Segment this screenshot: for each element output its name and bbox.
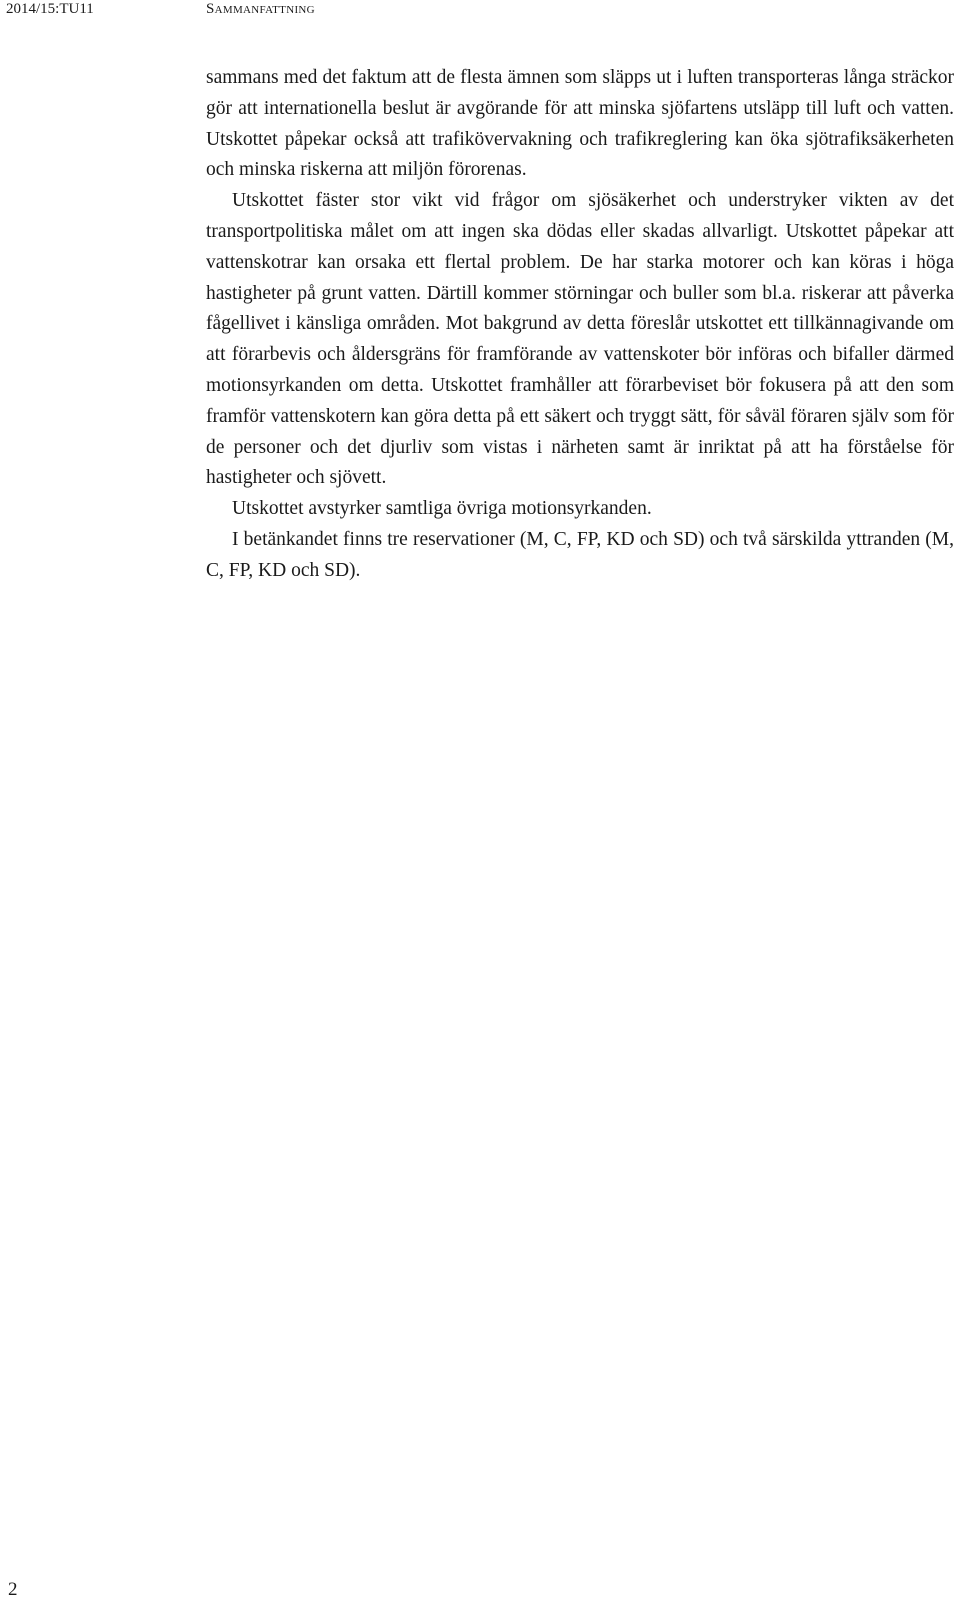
paragraph-continued: sammans med det faktum att de flesta ämnen som släpps ut i luften transporteras långa sträckor gör att internationella beslut är avgörande för att minska sjöfartens utsläpp till luft och vatten. Utskottet påpekar också att trafikövervakning och trafikreglering kan öka sjötrafiksäkerheten och minska riskerna att miljön förorenas. <box>206 67 954 181</box>
section-title: Sammanfattning <box>206 1 315 17</box>
paragraph-rejection: Utskottet avstyrker samtliga övriga motionsyrkanden. <box>232 498 652 520</box>
paragraph-safety: Utskottet fäster stor vikt vid frågor om sjösäkerhet och understryker vikten av det transportpolitiska målet om att ingen ska dödas eller skadas allvarligt. Utskottet påpekar att vattenskotrar kan orsaka ett flertal problem. De har starka motorer och kan köras i höga hastigheter på grunt vatten. Därtill kommer störningar och buller som bl.a. riskerar att påverka fågellivet i känsliga områden. Mot bakgrund av detta föreslår utskottet ett tillkännagivande om att förarbevis och åldersgräns för framförande av vattenskoter bör införas och bifaller därmed motionsyrkanden om detta. Utskottet framhåller att förarbeviset bör fokusera på att den som framför vattenskotern kan göra detta på ett säkert och tryggt sätt, för såväl föraren själv som för de personer och det djurliv som vistas i närheten samt är inriktat på att ha förståelse för hastigheter och sjövett. <box>206 190 954 489</box>
paragraph-reservations: I betänkandet finns tre reservationer (M, C, FP, KD och SD) och två särskilda yttranden (M, C, FP, KD och SD). <box>206 528 954 581</box>
body-text <box>206 63 954 587</box>
document-id: 2014/15:TU11 <box>6 1 94 17</box>
page-number: 2 <box>8 1579 18 1600</box>
